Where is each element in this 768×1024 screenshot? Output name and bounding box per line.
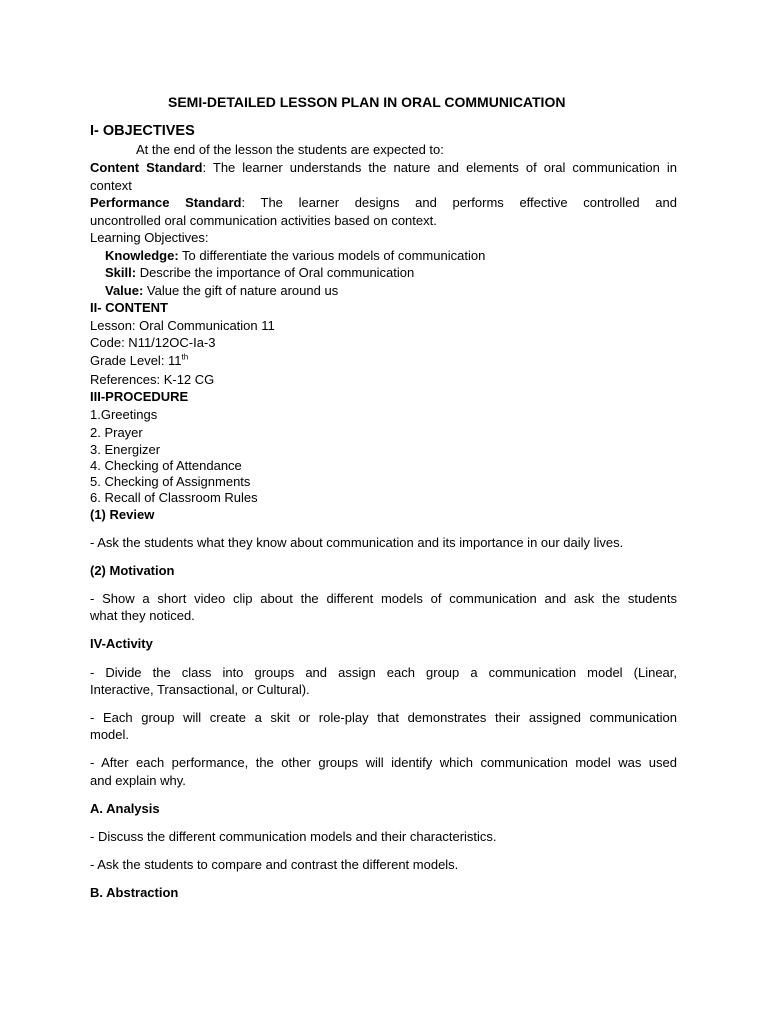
performance-standard-line (90, 194, 677, 211)
skill-text: Describe the importance of Oral communication (136, 265, 415, 280)
content-lesson: Lesson: Oral Communication 11 (90, 318, 275, 333)
content-code: Code: N11/12OC-Ia-3 (90, 335, 216, 350)
learning-objectives-label: Learning Objectives: (90, 230, 209, 245)
content-standard-line (90, 159, 677, 176)
content-standard-label: Content Standard (90, 160, 203, 175)
grade-level-text: Grade Level: 11 (90, 353, 182, 368)
content-heading: II- CONTENT (90, 300, 168, 315)
value-label: Value: (105, 283, 144, 298)
motivation-heading: (2) Motivation (90, 563, 175, 578)
grade-level-suffix: th (181, 352, 189, 362)
activity-heading: IV-Activity (90, 636, 153, 651)
activity-p1-line2: Interactive, Transactional, or Cultural). (90, 682, 310, 697)
value-objective (105, 282, 338, 299)
procedure-item: 4. Checking of Attendance (90, 458, 242, 473)
skill-objective (105, 264, 414, 281)
activity-p3-line1: - After each performance, the other groups will identify which communication model was used (90, 755, 677, 770)
objectives-heading: I- OBJECTIVES (90, 123, 195, 139)
motivation-text-line1: - Show a short video clip about the different models of communication and ask the students (90, 591, 677, 606)
procedure-item: 5. Checking of Assignments (90, 474, 251, 489)
activity-p3-line2: and explain why. (90, 773, 186, 788)
procedure-item: 2. Prayer (90, 425, 143, 440)
activity-p2-line2: model. (90, 727, 130, 742)
abstraction-heading: B. Abstraction (90, 885, 179, 900)
procedure-heading: III-PROCEDURE (90, 389, 189, 404)
performance-standard-text: : The learner designs and performs effective controlled and (241, 195, 677, 210)
knowledge-objective (105, 247, 485, 264)
review-heading: (1) Review (90, 507, 155, 522)
document-title: SEMI-DETAILED LESSON PLAN IN ORAL COMMUNICATION (168, 94, 566, 110)
analysis-p1: - Discuss the different communication models and their characteristics. (90, 829, 497, 844)
knowledge-text: To differentiate the various models of communication (178, 248, 486, 263)
analysis-p2: - Ask the students to compare and contrast the different models. (90, 857, 459, 872)
content-references: References: K-12 CG (90, 372, 215, 387)
content-standard-continuation: context (90, 178, 132, 193)
activity-p1-line1: - Divide the class into groups and assign each group a communication model (Linear, (90, 665, 677, 680)
motivation-text-line2: what they noticed. (90, 608, 195, 623)
performance-standard-label: Performance Standard (90, 195, 242, 210)
objectives-intro: At the end of the lesson the students are expected to: (136, 142, 444, 157)
performance-standard-continuation: uncontrolled oral communication activities based on context. (90, 213, 437, 228)
value-text: Value the gift of nature around us (143, 283, 339, 298)
procedure-item: 6. Recall of Classroom Rules (90, 490, 258, 505)
procedure-item: 3. Energizer (90, 442, 161, 457)
analysis-heading: A. Analysis (90, 801, 160, 816)
activity-p2-line1: - Each group will create a skit or role-play that demonstrates their assigned communication (90, 710, 677, 725)
procedure-item: 1.Greetings (90, 407, 158, 422)
content-standard-text: : The learner understands the nature and elements of oral communication in (202, 160, 677, 175)
review-text: - Ask the students what they know about communication and its importance in our daily lives. (90, 535, 624, 550)
knowledge-label: Knowledge: (105, 248, 179, 263)
content-grade-level (90, 352, 188, 369)
skill-label: Skill: (105, 265, 137, 280)
